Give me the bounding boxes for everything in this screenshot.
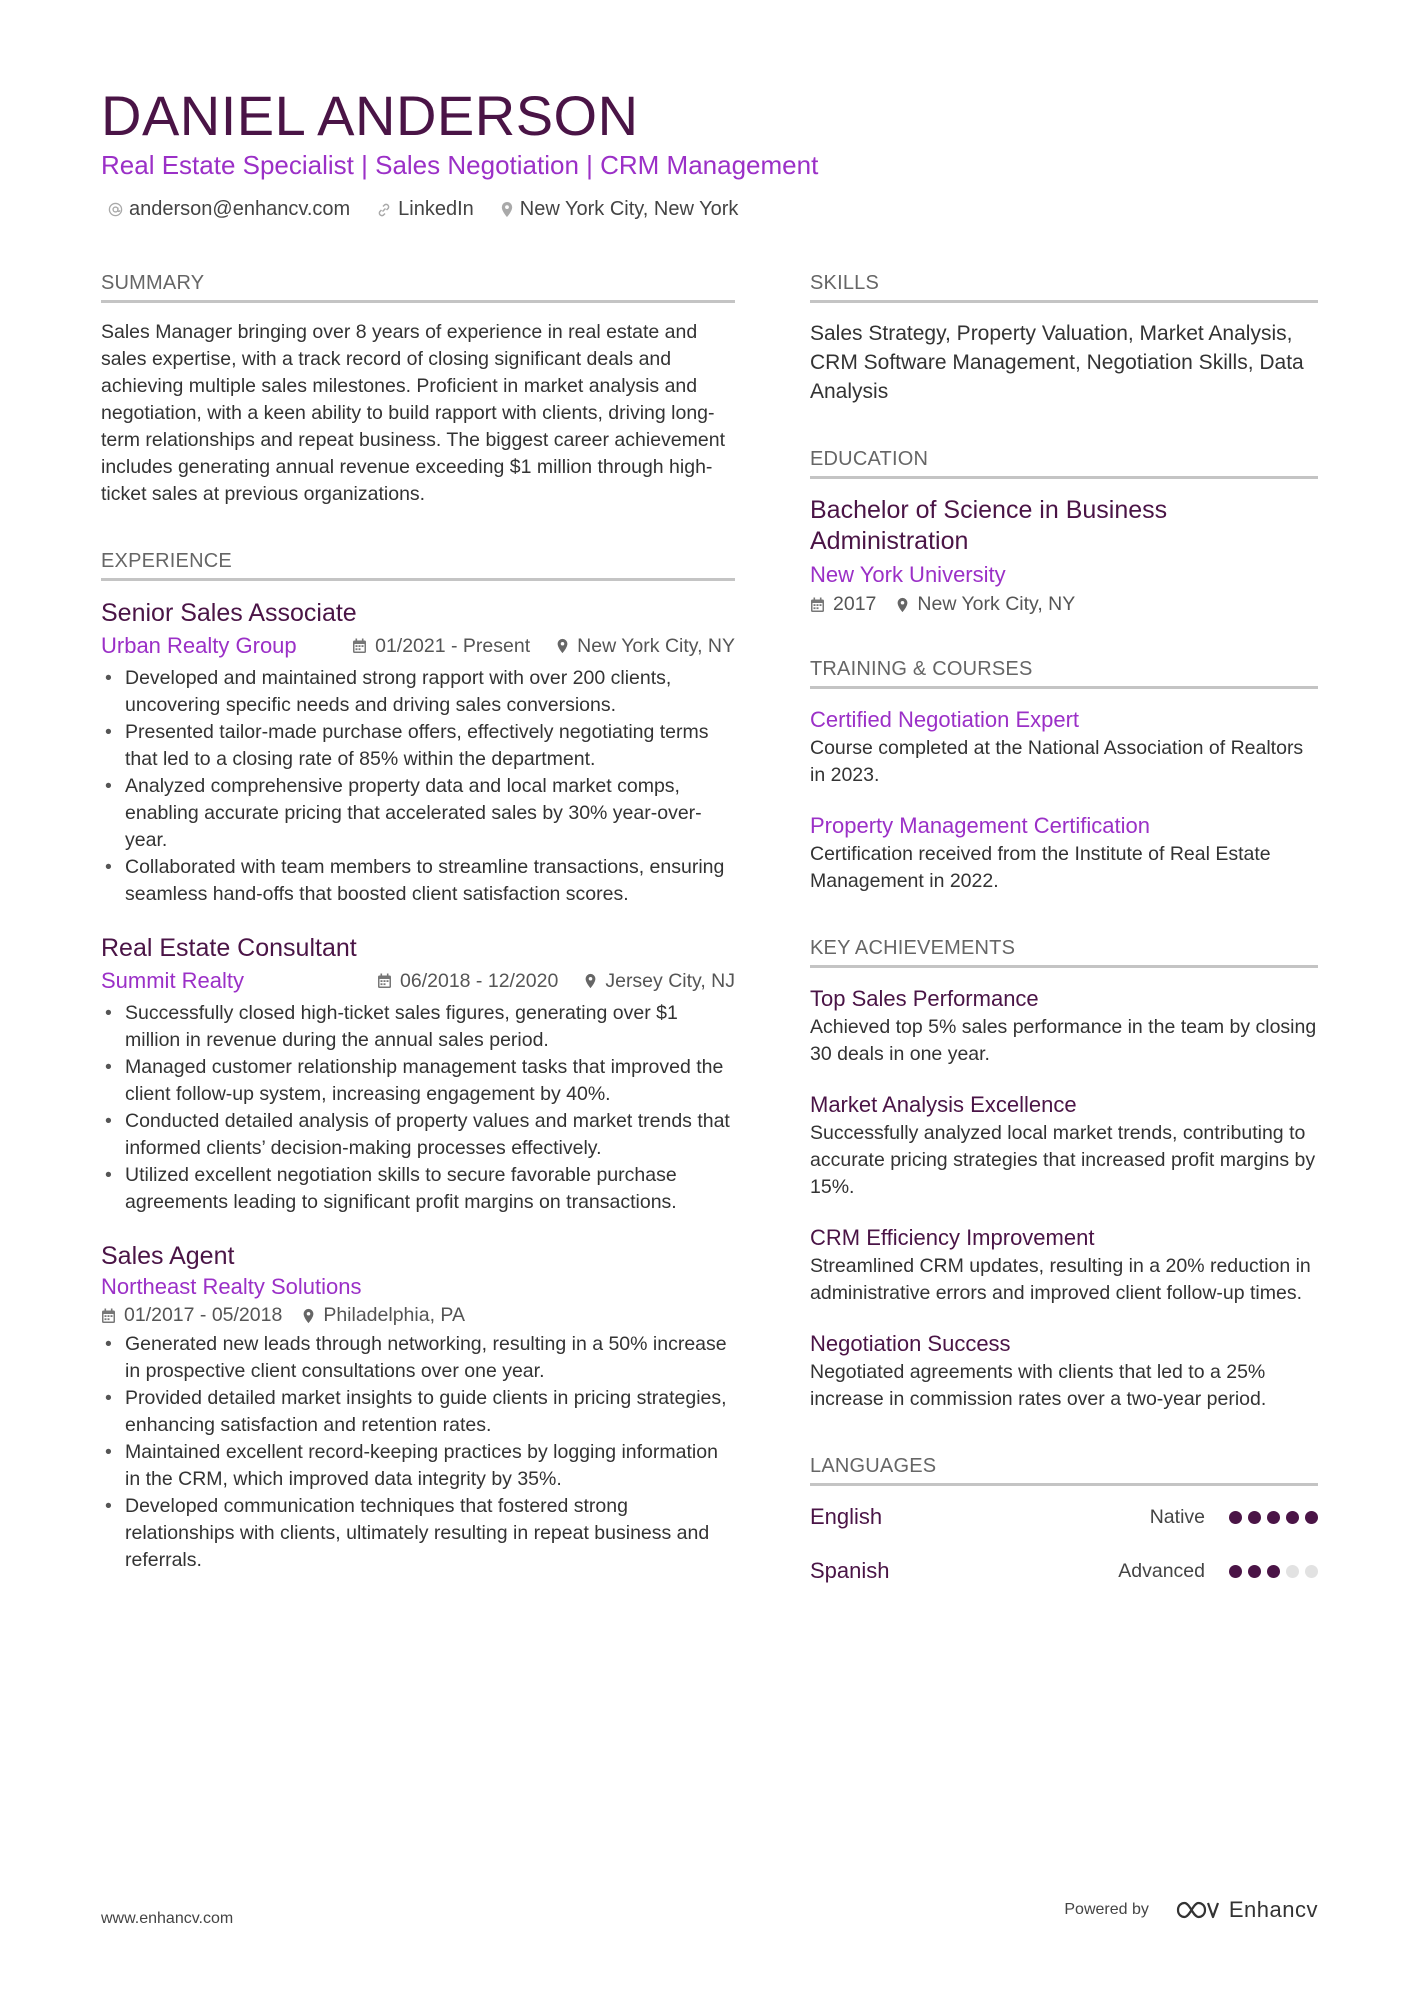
calendar-icon [377,973,392,989]
contact-email-text: anderson@enhancv.com [129,198,351,220]
list-item: • Analyzed comprehensive property data and local market comps, enabling accurate pricing that accelerated sales by 30% year-over-year. [101,773,735,854]
experience-section [101,548,735,1574]
rating-dot-filled [1267,1511,1280,1524]
list-item: • Conducted detailed analysis of property values and market trends that informed clients’ decision-making processes effectively. [101,1108,735,1162]
achievement-text: Achieved top 5% sales performance in the team by closing 30 deals in one year. [810,1016,1317,1065]
experience-heading: EXPERIENCE [101,548,735,581]
training-entry [810,705,1318,789]
contact-linkedin-text: LinkedIn [398,198,474,220]
job-bullets [101,1331,735,1574]
achievement-title: Negotiation Success [810,1331,1011,1356]
rating-dot-filled [1267,1565,1280,1578]
job-title: Senior Sales Associate [101,599,357,627]
powered-by[interactable] [1064,1897,1318,1923]
job-meta [101,1304,735,1327]
candidate-name: DANIEL ANDERSON [101,84,639,147]
at-icon [108,202,123,217]
contact-location-text: New York City, New York [519,198,739,220]
training-title: Certified Negotiation Expert [810,707,1080,732]
education-location-text: New York City, NY [917,593,1076,615]
left-column [101,270,735,1614]
list-item: • Generated new leads through networking, resulting in a 50% increase in prospective client consultations over one year. [101,1331,735,1385]
language-row [810,1502,1318,1532]
job-entry [101,932,735,1216]
degree-title: Bachelor of Science in Business Administration [810,496,1168,555]
language-proficiency [1118,1560,1318,1583]
job-bullets [101,1000,735,1216]
job-title: Real Estate Consultant [101,934,357,962]
job-meta [101,631,735,661]
job-location [302,1304,465,1327]
achievements-heading: KEY ACHIEVEMENTS [810,935,1318,968]
list-item: • Developed communication techniques that fostered strong relationships with clients, ultimately resulting in repeat business and referrals. [101,1493,735,1574]
job-location [584,970,735,993]
training-heading: TRAINING & COURSES [810,656,1318,689]
achievements-section [810,935,1318,1413]
rating-dot-filled [1248,1511,1261,1524]
location-pin-icon [302,1308,315,1324]
achievement-title: Market Analysis Excellence [810,1092,1077,1117]
job-location-text: Jersey City, NJ [605,969,735,992]
education-heading: EDUCATION [810,446,1318,479]
summary-text: Sales Manager bringing over 8 years of experience in real estate and sales expertise, with a track record of closing significant deals and achieving multiple sales milestones. Proficient in market analysis and negotiation, with a keen ability to build rapport with clients, driving long-term relationships and repeat business. The biggest career achievement includes generating annual revenue exceeding $1 million through high-ticket sales at previous organizations. [101,321,725,505]
job-bullets [101,665,735,908]
school-name: New York University [810,562,1006,587]
language-row [810,1556,1318,1586]
job-entry [101,1240,735,1574]
training-section [810,656,1318,895]
company-name: Urban Realty Group [101,633,297,658]
list-item: • Provided detailed market insights to guide clients in pricing strategies, enhancing satisfaction and retention rates. [101,1385,735,1439]
language-level: Native [1149,1505,1205,1528]
job-dates-text: 01/2021 - Present [375,634,531,657]
job-location-text: New York City, NY [577,634,735,657]
achievement-entry [810,984,1318,1068]
language-level: Advanced [1118,1559,1205,1582]
job-dates-text: 06/2018 - 12/2020 [400,969,559,992]
training-text: Certification received from the Institute of Real Estate Management in 2022. [810,843,1271,892]
rating-dot-filled [1229,1565,1242,1578]
calendar-icon [810,597,825,613]
powered-by-label: Powered by [1064,1901,1149,1918]
education-section [810,446,1318,616]
achievement-entry [810,1090,1318,1201]
company-name: Summit Realty [101,968,245,993]
language-rating-dots [1223,1565,1318,1578]
list-item: • Successfully closed high-ticket sales figures, generating over $1 million in revenue during the annual sales period. [101,1000,735,1054]
enhancv-logo-icon [1175,1899,1221,1921]
skills-text: Sales Strategy, Property Valuation, Market Analysis, CRM Software Management, Negotiation Skills, Data Analysis [810,322,1304,403]
list-item: • Developed and maintained strong rapport with over 200 clients, uncovering specific needs and driving sales conversions. [101,665,735,719]
achievement-title: CRM Efficiency Improvement [810,1225,1095,1250]
brand-name: Enhancv [1228,1897,1318,1922]
contact-linkedin[interactable] [376,198,474,221]
job-dates [352,635,530,658]
list-item: • Managed customer relationship management tasks that improved the client follow-up system, increasing engagement by 40%. [101,1054,735,1108]
achievement-text: Successfully analyzed local market trends, contributing to accurate pricing strategies that increased profit margins by 15%. [810,1122,1316,1198]
location-pin-icon [556,638,569,654]
education-location [896,593,1075,616]
job-location-text: Philadelphia, PA [323,1304,465,1326]
languages-heading: LANGUAGES [810,1453,1318,1486]
job-meta [101,966,735,996]
summary-heading: SUMMARY [101,270,735,303]
language-name: English [810,1504,883,1529]
link-icon [376,202,392,218]
education-year-text: 2017 [833,593,877,615]
job-entry [101,597,735,908]
training-title: Property Management Certification [810,813,1150,838]
achievement-text: Streamlined CRM updates, resulting in a 20% reduction in administrative errors and improved client follow-up times. [810,1255,1311,1304]
location-pin-icon [584,973,597,989]
location-pin-icon [500,201,514,218]
achievement-title: Top Sales Performance [810,986,1039,1011]
skills-heading: SKILLS [810,270,1318,303]
job-meta-right [352,635,735,658]
job-title: Sales Agent [101,1242,235,1270]
language-rating-dots [1223,1511,1318,1524]
skills-section [810,270,1318,406]
footer-url[interactable]: www.enhancv.com [101,1910,234,1927]
contact-email[interactable] [108,198,350,221]
rating-dot-empty [1305,1565,1318,1578]
list-item: • Utilized excellent negotiation skills to secure favorable purchase agreements leading to significant profit margins on transactions. [101,1162,735,1216]
job-dates [377,970,558,993]
list-item: • Collaborated with team members to streamline transactions, ensuring seamless hand-offs that boosted client satisfaction scores. [101,854,735,908]
languages-section [810,1453,1318,1586]
list-item: • Presented tailor-made purchase offers, effectively negotiating terms that led to a closing rate of 85% within the department. [101,719,735,773]
language-proficiency [1150,1506,1318,1529]
candidate-tagline: Real Estate Specialist | Sales Negotiation | CRM Management [101,150,819,180]
education-year [810,593,876,616]
right-column [810,270,1318,1626]
contact-row [108,198,764,221]
language-name: Spanish [810,1558,890,1583]
training-entry [810,811,1318,895]
company-name: Northeast Realty Solutions [101,1274,362,1299]
rating-dot-filled [1286,1511,1299,1524]
rating-dot-filled [1305,1511,1318,1524]
job-dates [101,1304,282,1327]
achievement-entry [810,1329,1318,1413]
rating-dot-filled [1229,1511,1242,1524]
calendar-icon [352,638,367,654]
education-meta [810,593,1318,616]
job-location [556,635,735,658]
training-text: Course completed at the National Association of Realtors in 2023. [810,737,1304,786]
rating-dot-empty [1286,1565,1299,1578]
list-item: • Maintained excellent record-keeping practices by logging information in the CRM, which improved data integrity by 35%. [101,1439,735,1493]
calendar-icon [101,1308,116,1324]
achievement-text: Negotiated agreements with clients that led to a 25% increase in commission rates over a two-year period. [810,1361,1267,1410]
job-dates-text: 01/2017 - 05/2018 [124,1304,283,1326]
summary-section [101,270,735,508]
location-pin-icon [896,597,909,613]
job-meta-right [377,970,735,993]
achievement-entry [810,1223,1318,1307]
brand-logo [1175,1897,1318,1923]
contact-location [500,198,739,221]
rating-dot-filled [1248,1565,1261,1578]
